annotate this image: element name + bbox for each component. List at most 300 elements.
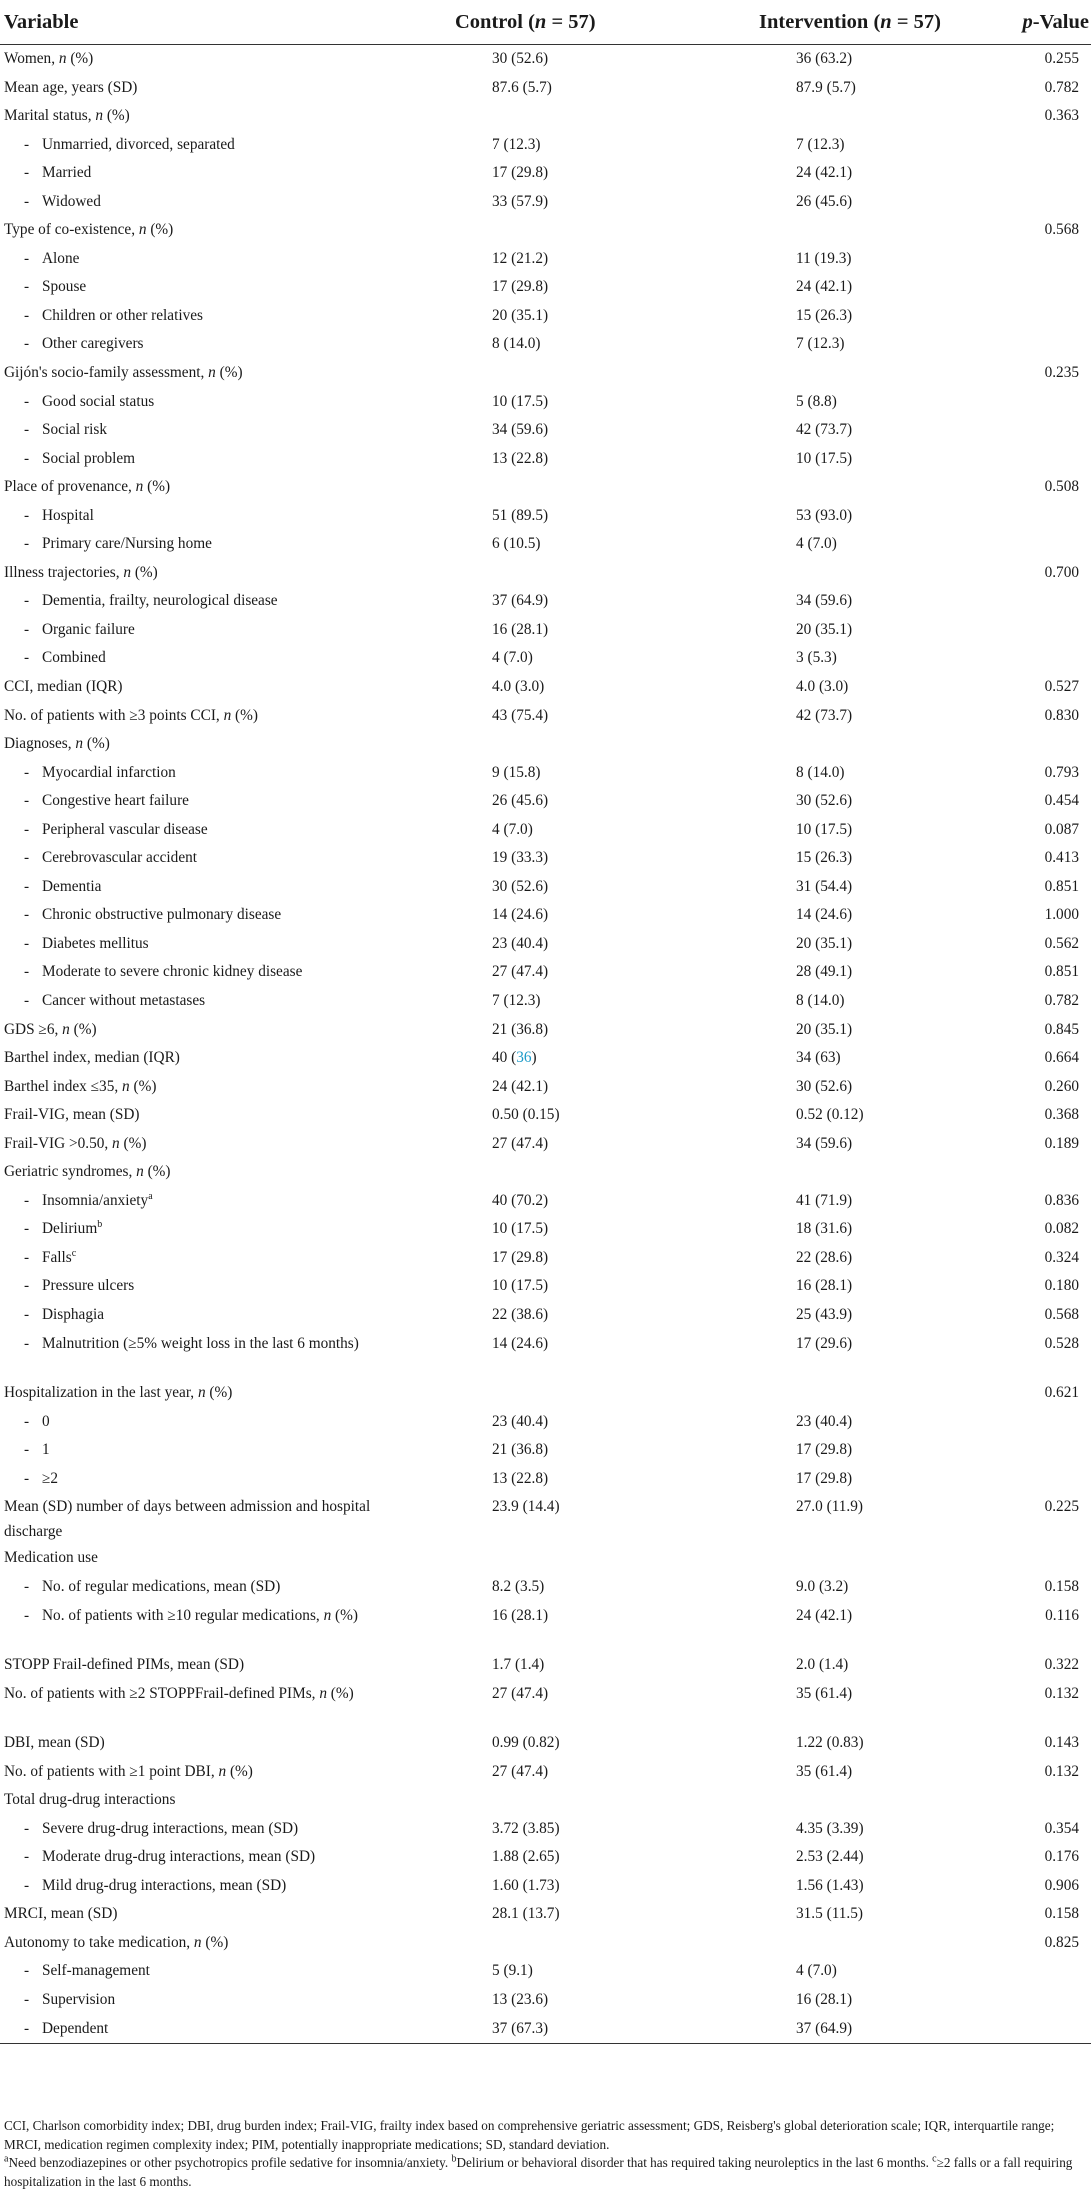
control-value: 27 (47.4) [492,1684,549,1702]
row-label-text: Barthel index, median (IQR) [4,1049,180,1067]
table-row [0,1602,1091,1652]
control-value: 10 (17.5) [492,1220,549,1238]
intervention-value [729,1544,979,1573]
row-label [0,216,424,245]
intervention-value: 28 (49.1) [796,963,853,981]
control-value: 30 (52.6) [492,49,549,67]
control-value: 19 (33.3) [492,849,549,867]
control-value: 33 (57.9) [492,192,549,210]
table-row [0,1729,1091,1758]
intervention-value [729,1929,979,1958]
row-label: - Supervision [24,1991,116,2009]
intervention-value: 0.52 (0.12) [796,1106,864,1124]
p-value: 0.413 [1044,849,1079,867]
table-row [0,1929,1091,1958]
row-label: - Falls$^c$ [24,1247,77,1266]
p-value: 0.568 [1044,1306,1079,1324]
table-row [0,1573,1091,1602]
p-value: 0.782 [1044,992,1079,1010]
control-value: 27 (47.4) [492,1762,549,1780]
control-value: 17 (29.8) [492,1248,549,1266]
control-value: 10 (17.5) [492,392,549,410]
control-value: 6 (10.5) [492,535,541,553]
p-value [979,1436,1091,1465]
p-value: 0.527 [1044,678,1079,695]
row-label-text: Dependent [42,2019,109,2037]
p-value: 0.324 [1044,1248,1079,1266]
control-value: 40 (70.2) [492,1191,549,1209]
intervention-value: 27.0 (11.9) [796,1498,863,1516]
row-label-text: Chronic obstructive pulmonary disease [42,906,282,924]
p-value [979,159,1091,188]
row-label-text: Hospitalization in the last year, n (%) [4,1384,233,1402]
p-value: 0.158 [1044,1578,1079,1595]
row-label-text: Frail-VIG >0.50, n (%) [4,1134,147,1152]
table-row [0,644,1091,673]
row-label: - Widowed [24,192,101,210]
intervention-value: 24 (42.1) [796,164,853,182]
control-value [424,1786,729,1815]
p-value [979,1465,1091,1494]
p-value [979,388,1091,417]
intervention-value [729,102,979,131]
control-value: 1.7 (1.4) [492,1656,545,1674]
row-label-text: No. of patients with ≥1 point DBI, n (%) [4,1762,253,1780]
row-label: - Cerebrovascular accident [24,849,198,867]
intervention-value: 10 (17.5) [796,820,853,838]
row-label [0,730,424,759]
p-value: 0.225 [1044,1498,1079,1516]
table-row [0,416,1091,445]
control-value: 21 (36.8) [492,1020,549,1038]
control-value: 9 (15.8) [492,763,541,781]
table-row [0,1187,1091,1216]
row-label-text: 1 [42,1441,50,1459]
intervention-value: 7 (12.3) [796,135,845,153]
footnote-marker: a [148,1190,153,1202]
footnote-a: Need benzodiazepines or other psychotropics profile sedative for insomnia/anxiety. [8,2155,449,2170]
intervention-value: 36 (63.2) [796,49,853,67]
intervention-value: 4.35 (3.39) [796,1819,864,1837]
p-value: 0.176 [1044,1848,1079,1866]
p-value [979,416,1091,445]
row-label: - Disphagia [24,1306,105,1324]
p-value: 0.132 [1044,1762,1079,1780]
footnote-abbreviations: CCI, Charlson comorbidity index; DBI, drug burden index; Frail-VIG, frailty index based on comprehensive geriatric assessment; GDS, Reisberg's global deterioration scale; IQR, interquartile range; MRCI, medication regimen complexity index; PIM, potentially inappropriate medications; SD, standard deviation. [4,2118,1055,2152]
row-label: - Myocardial infarction [24,763,176,781]
intervention-value: 17 (29.8) [796,1469,853,1487]
row-label-text: Diagnoses, n (%) [4,735,110,753]
intervention-value: 41 (71.9) [796,1191,853,1209]
row-label [0,702,424,731]
row-label: - Primary care/Nursing home [24,535,212,553]
table-row [0,245,1091,274]
row-label: - Spouse [24,278,87,296]
table-row [0,1158,1091,1187]
table-row [0,559,1091,588]
table-row [0,1900,1091,1929]
row-label: - Children or other relatives [24,306,203,324]
table-row [0,901,1091,930]
table-row [0,1301,1091,1330]
footnote-markers: $^a$Need benzodiazepines or other psychotropics profile sedative for insomnia/anxiety. $^b$Delirium or behavioral disorder that has required taking neuroleptics in the last 6 months. $^c$≥2 falls or a fall requiring hospitalization in the last 6 months. [4,2153,1073,2189]
intervention-value: 34 (59.6) [796,592,853,610]
control-value: 34 (59.6) [492,421,549,439]
control-value [424,1929,729,1958]
p-value [979,730,1091,759]
row-label: - Combined [24,649,106,667]
row-label-text: DBI, mean (SD) [4,1734,105,1752]
row-label: - Pressure ulcers [24,1277,135,1295]
p-value [979,1786,1091,1815]
footnote-marker: c [71,1247,77,1259]
table-row [0,2015,1091,2044]
row-label-text: Severe drug-drug interactions, mean (SD) [42,1819,299,1837]
control-value [424,359,729,388]
table-row [0,673,1091,702]
row-label [0,1729,424,1758]
p-value: 0.158 [1044,1905,1079,1923]
row-label-text: Hospital [42,506,94,524]
control-value: 28.1 (13.7) [492,1905,560,1923]
table-footnotes [4,2117,1084,2191]
control-value: 87.6 (5.7) [492,78,552,96]
row-label-text: Disphagia [42,1306,105,1324]
intervention-value: 20 (35.1) [796,934,853,952]
row-label [0,1158,424,1187]
intervention-value: 31 (54.4) [796,877,853,895]
p-value: 0.508 [1044,478,1079,496]
intervention-value [729,1379,979,1408]
footnote-marker: b [97,1219,103,1231]
intervention-value: 16 (28.1) [796,1991,853,2009]
control-value: 14 (24.6) [492,906,549,924]
intervention-value: 14 (24.6) [796,906,853,924]
p-value [979,1544,1091,1573]
table-row [0,102,1091,131]
header-control: Control (n = 57) [424,0,729,45]
p-value [979,1158,1091,1187]
control-value: 4.0 (3.0) [492,678,545,695]
control-value: 37 (67.3) [424,2015,729,2044]
p-value: 0.143 [1044,1734,1079,1752]
intervention-value [729,1158,979,1187]
row-label-text: Social problem [42,449,136,467]
row-label: - Organic failure [24,620,135,638]
row-label [0,559,424,588]
table-row [0,1044,1091,1073]
control-value: 12 (21.2) [492,249,549,267]
p-value [979,587,1091,616]
row-label: - Other caregivers [24,335,144,353]
control-value: 20 (35.1) [492,306,549,324]
row-label-text: Moderate drug-drug interactions, mean (SD) [42,1848,316,1866]
intervention-value: 10 (17.5) [796,449,853,467]
row-label [0,1493,424,1544]
row-label: - Diabetes mellitus [24,934,149,952]
intervention-value: 25 (43.9) [796,1306,853,1324]
row-label-text: No. of regular medications, mean (SD) [42,1578,281,1595]
p-value: 0.180 [1044,1277,1079,1295]
row-label-text: Medication use [4,1549,98,1567]
table-row [0,1330,1091,1380]
p-value [979,330,1091,359]
reference-link[interactable]: 36 [516,1049,532,1067]
control-value: 7 (12.3) [492,135,541,153]
intervention-value: 18 (31.6) [796,1220,853,1238]
row-label-text: Malnutrition (≥5% weight loss in the last 6 months) [42,1334,359,1352]
row-label: - Moderate to severe chronic kidney disease [24,963,303,981]
table-row [0,1016,1091,1045]
intervention-value: 31.5 (11.5) [796,1905,863,1923]
table-row [0,759,1091,788]
control-value [424,216,729,245]
control-value: 30 (52.6) [492,877,549,895]
p-value [979,502,1091,531]
header-intervention: Intervention (n = 57) [729,0,979,45]
p-value: 0.782 [1044,78,1079,96]
row-label [0,473,424,502]
control-value: 43 (75.4) [492,706,549,724]
row-label-text: Illness trajectories, n (%) [4,563,158,581]
row-label-text: No. of patients with ≥2 STOPPFrail-defined PIMs, n (%) [4,1684,354,1702]
table-row [0,1073,1091,1102]
row-label-text: Unmarried, divorced, separated [42,135,235,153]
table-row [0,959,1091,988]
control-value [424,1379,729,1408]
control-value: 13 (22.8) [492,1469,549,1487]
control-value: 5 (9.1) [492,1962,533,1980]
control-value [424,102,729,131]
intervention-value: 42 (73.7) [796,706,853,724]
p-value: 0.562 [1044,934,1079,952]
p-value: 0.830 [1044,706,1079,724]
row-label-text: Mild drug-drug interactions, mean (SD) [42,1876,287,1894]
intervention-value: 87.9 (5.7) [796,78,856,96]
control-value: 37 (64.9) [492,592,549,610]
row-label-text: Marital status, n (%) [4,107,130,125]
control-value: 4 (7.0) [492,820,533,838]
control-value [424,1544,729,1573]
table-row [0,1651,1091,1680]
row-label-text: Place of provenance, n (%) [4,478,171,496]
row-label [0,1544,424,1573]
p-value: 0.825 [1044,1933,1079,1951]
control-value: 13 (22.8) [492,449,549,467]
p-value [979,245,1091,274]
table-row [0,930,1091,959]
row-label: - Alone [24,249,80,267]
table-row [0,1986,1091,2015]
p-value: 0.528 [1044,1334,1079,1352]
control-value: 23.9 (14.4) [492,1498,560,1516]
table-row [0,1101,1091,1130]
table-row [0,873,1091,902]
intervention-value: 20 (35.1) [796,1020,853,1038]
row-label [0,1758,424,1787]
row-label: - No. of patients with ≥10 regular medications, n (%) [24,1606,358,1624]
p-value [979,1958,1091,1987]
control-value: 16 (28.1) [492,620,549,638]
intervention-value: 42 (73.7) [796,421,853,439]
p-value: 0.082 [1044,1220,1079,1238]
p-value [979,644,1091,673]
row-label-text: No. of patients with ≥10 regular medications, n (%) [42,1606,358,1624]
intervention-value: 3 (5.3) [796,649,837,667]
row-label: - Hospital [24,506,94,524]
intervention-value: 2.0 (1.4) [796,1656,849,1674]
row-label-text: Dementia, frailty, neurological disease [42,592,278,610]
intervention-value: 24 (42.1) [796,278,853,296]
control-value: 8.2 (3.5) [492,1578,545,1595]
row-label [0,1101,424,1130]
table-row [0,502,1091,531]
p-value [979,445,1091,474]
intervention-value: 8 (14.0) [796,992,845,1010]
row-label-text: Primary care/Nursing home [42,535,212,553]
row-label-text: Frail-VIG, mean (SD) [4,1106,140,1124]
control-value: 21 (36.8) [492,1441,549,1459]
p-value: 0.322 [1044,1656,1079,1674]
intervention-value: 17 (29.6) [796,1334,853,1352]
p-value: 0.087 [1044,820,1079,838]
row-label: - Social risk [24,421,108,439]
row-label: - Malnutrition (≥5% weight loss in the last 6 months) [24,1334,359,1352]
p-value: 0.132 [1044,1684,1079,1702]
table-row [0,1244,1091,1273]
table-row [0,616,1091,645]
table-row [0,1872,1091,1901]
p-value: 0.568 [1044,221,1079,239]
control-value [424,730,729,759]
p-value: 0.454 [1044,792,1079,810]
row-label [0,45,424,74]
table-row [0,473,1091,502]
table-row [0,1436,1091,1465]
row-label-text: Combined [42,649,106,667]
row-label-text: Falls [42,1248,72,1266]
table-row [0,45,1091,74]
table-body [0,45,1091,2044]
intervention-value: 1.22 (0.83) [796,1734,864,1752]
row-label-text: No. of patients with ≥3 points CCI, n (%) [4,706,258,724]
row-label [0,1073,424,1102]
p-value [979,273,1091,302]
row-label [0,673,424,702]
control-value: 27 (47.4) [492,963,549,981]
row-label [0,1929,424,1958]
row-label [0,1900,424,1929]
row-label-text: Married [42,164,92,182]
intervention-value: 20 (35.1) [796,620,853,638]
row-label-text: Supervision [42,1991,116,2009]
intervention-value: 34 (59.6) [796,1134,853,1152]
table-row [0,1786,1091,1815]
p-value: 0.664 [1044,1049,1079,1067]
row-label: - No. of regular medications, mean (SD) [24,1578,281,1595]
row-label: - Self-management [24,1962,150,1980]
row-label [0,74,424,103]
row-label: - Delirium$^b$ [24,1219,103,1238]
row-label: - Dependent [0,2015,424,2044]
row-label-text: Moderate to severe chronic kidney disease [42,963,303,981]
row-label-text: 0 [42,1412,50,1430]
intervention-value: 34 (63) [796,1049,841,1067]
p-value: 0.368 [1044,1106,1079,1124]
p-value: 0.851 [1044,877,1079,895]
row-label: - Severe drug-drug interactions, mean (SD) [24,1819,299,1837]
row-label-text: Social risk [42,421,108,439]
control-value: 13 (23.6) [492,1991,549,2009]
row-label [0,1044,424,1073]
p-value [979,1986,1091,2015]
row-label-text: Delirium [42,1220,98,1238]
row-label [0,1130,424,1159]
table-row [0,1130,1091,1159]
header-pvalue: p-Value [979,0,1091,45]
row-label-text: Congestive heart failure [42,792,189,810]
row-label: - Unmarried, divorced, separated [24,135,235,153]
table-row [0,1465,1091,1494]
row-label-text: Myocardial infarction [42,763,176,781]
p-value [979,131,1091,160]
row-label: - 0 [24,1412,50,1430]
intervention-value: 4 (7.0) [796,1962,837,1980]
footnote-c: ≥2 falls or a fall requiring hospitalization in the last 6 months. [4,2155,1073,2189]
p-value: 0.851 [1044,963,1079,981]
row-label-text: Pressure ulcers [42,1277,135,1295]
intervention-value: 15 (26.3) [796,849,853,867]
row-label-text: Autonomy to take medication, n (%) [4,1933,229,1951]
row-label: - Mild drug-drug interactions, mean (SD) [24,1876,287,1894]
table-row [0,302,1091,331]
row-label: - 1 [24,1441,50,1459]
table-row [0,388,1091,417]
p-value: 0.621 [1044,1384,1079,1402]
row-label-text: Cerebrovascular accident [42,849,198,867]
row-label-text: Self-management [42,1962,150,1980]
row-label-text: Peripheral vascular disease [42,820,208,838]
table-row [0,273,1091,302]
header-variable: Variable [0,0,424,45]
intervention-value: 8 (14.0) [796,763,845,781]
row-label [0,1680,424,1730]
intervention-value: 17 (29.8) [796,1441,853,1459]
table-row [0,730,1091,759]
control-value: 22 (38.6) [492,1306,549,1324]
intervention-value: 15 (26.3) [796,306,853,324]
intervention-value: 24 (42.1) [796,1606,853,1624]
row-label: - Good social status [24,392,155,410]
control-value: 16 (28.1) [492,1606,549,1624]
table-row [0,131,1091,160]
table-header [0,0,1091,45]
row-label-text: Mean (SD) number of days between admission and hospital discharge [4,1498,371,1540]
row-label-text: GDS ≥6, n (%) [4,1020,97,1038]
row-label [0,1651,424,1680]
row-label-text: CCI, median (IQR) [4,678,123,695]
p-value: 0.255 [1044,49,1079,67]
control-value [424,473,729,502]
table-row [0,359,1091,388]
intervention-value: 4.0 (3.0) [796,678,849,695]
control-value: 24 (42.1) [492,1077,549,1095]
control-value: 1.60 (1.73) [492,1876,560,1894]
footnote-b: Delirium or behavioral disorder that has required taking neuroleptics in the last 6 months. [456,2155,929,2170]
p-value: 0.354 [1044,1819,1079,1837]
control-value: 27 (47.4) [492,1134,549,1152]
p-value: 0.836 [1044,1191,1079,1209]
